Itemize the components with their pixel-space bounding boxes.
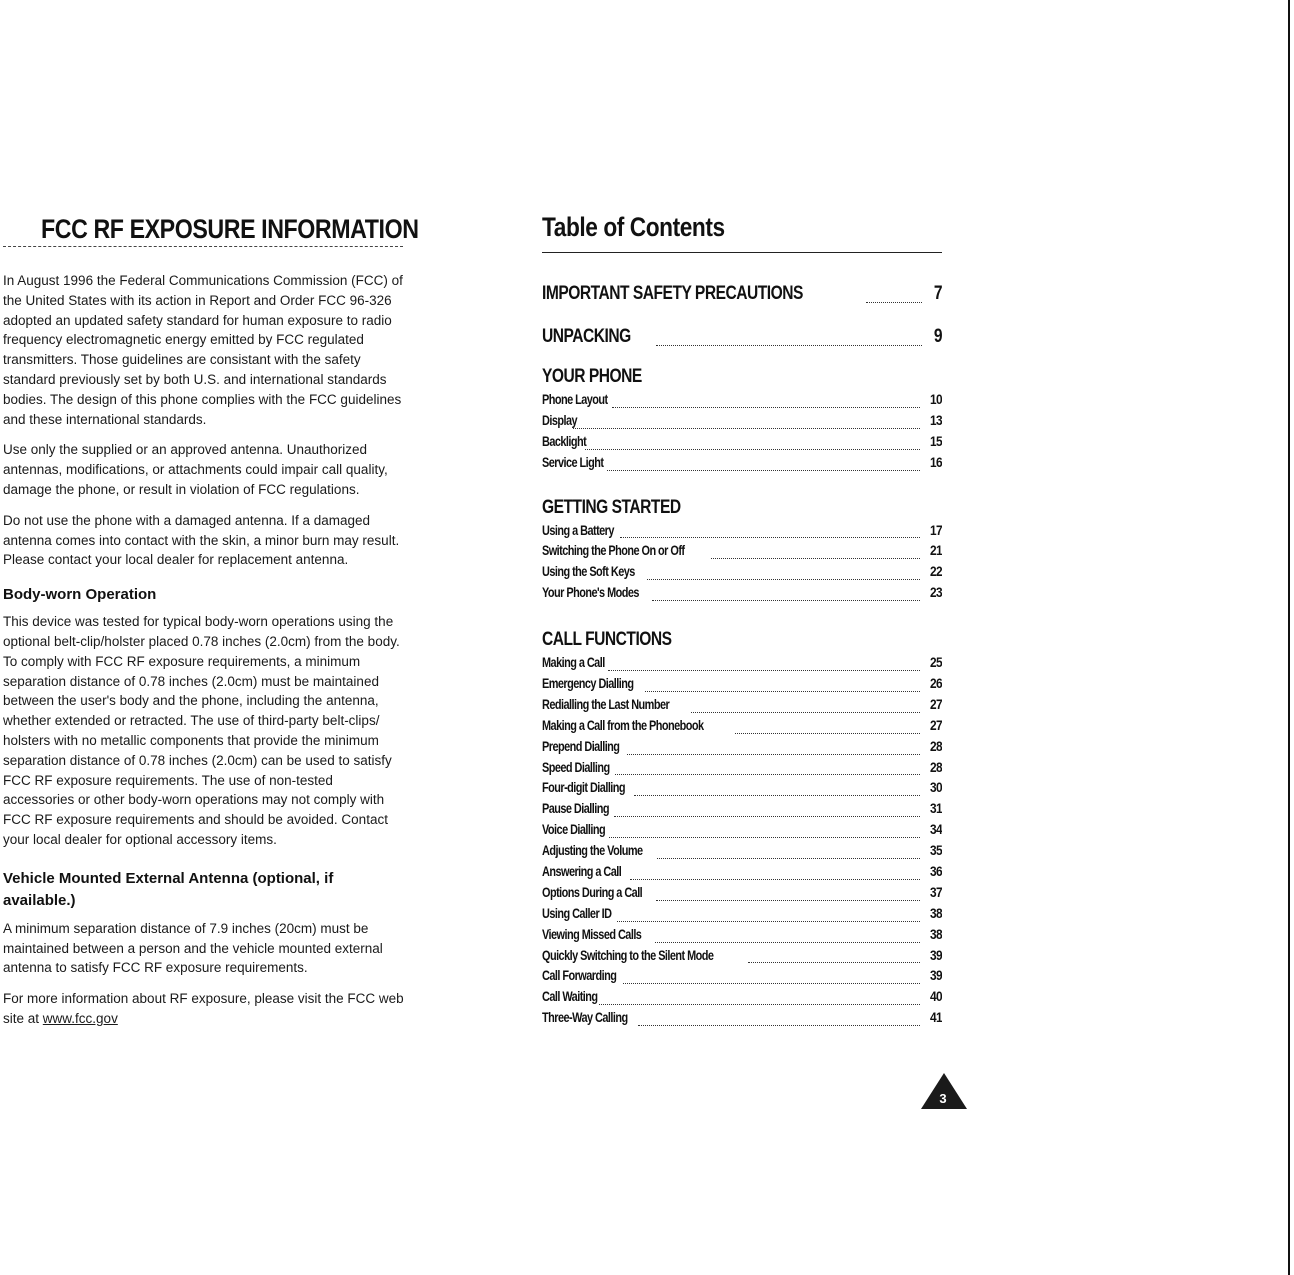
- toc-body: [542, 283, 942, 1030]
- fcc-paragraph-3: Do not use the phone with a damaged antenna. If a damaged antenna comes into contact with the skin, a minor burn may result. Please contact your local dealer for replacement antenna.: [3, 512, 400, 568]
- toc-entry-label: Call Forwarding: [542, 967, 617, 984]
- toc-section-entries: [542, 654, 942, 1030]
- toc-entry-label: Redialling the Last Number: [542, 695, 670, 712]
- toc-entry-page: 27: [929, 716, 942, 733]
- fcc-website-link[interactable]: www.fcc.gov: [42, 1010, 118, 1026]
- toc-entry-page: 21: [929, 542, 942, 559]
- toc-entry-label: Making a Call from the Phonebook: [542, 716, 704, 733]
- toc-entry-label: Call Waiting: [542, 988, 598, 1005]
- toc-entry-page: 23: [929, 584, 942, 601]
- toc-entry-label: Adjusting the Volume: [542, 842, 643, 859]
- toc-leader-dots: [652, 599, 920, 601]
- toc-entry[interactable]: [542, 947, 942, 968]
- toc-leader-dots: [617, 920, 920, 922]
- body-worn-heading: Body-worn Operation: [3, 586, 157, 604]
- toc-entry-page: 15: [929, 432, 942, 449]
- toc-entry[interactable]: [542, 821, 942, 842]
- toc-leader-dots: [614, 815, 920, 817]
- toc-entry-page: 38: [929, 925, 942, 942]
- toc-entry-page: 13: [929, 411, 942, 428]
- toc-leader-dots: [630, 878, 920, 880]
- toc-entry-page: 9: [933, 326, 942, 347]
- fcc-title-rule: [3, 246, 403, 247]
- toc-entry-label: Quickly Switching to the Silent Mode: [542, 946, 714, 963]
- toc-leader-dots: [748, 961, 920, 963]
- toc-entry-label: UNPACKING: [542, 326, 631, 347]
- toc-entry[interactable]: [542, 967, 942, 988]
- toc-title: Table of Contents: [542, 212, 725, 242]
- toc-entry-page: 38: [929, 904, 942, 921]
- toc-leader-dots: [573, 427, 920, 429]
- toc-entry[interactable]: [542, 412, 942, 433]
- toc-leader-dots: [655, 941, 920, 943]
- toc-entry-page: 39: [929, 946, 942, 963]
- vehicle-antenna-heading: Vehicle Mounted External Antenna (optional, if available.): [3, 869, 334, 909]
- toc-entry-label: Using a Battery: [542, 521, 614, 538]
- toc-section-entries: [542, 522, 942, 606]
- toc-leader-dots: [608, 669, 920, 671]
- toc-entry-page: 7: [933, 283, 942, 304]
- toc-entry-label: Backlight: [542, 432, 587, 449]
- toc-entry[interactable]: [542, 759, 942, 780]
- toc-leader-dots: [627, 753, 920, 755]
- more-info-text: For more information about RF exposure, please visit the FCC web site at: [3, 991, 404, 1026]
- toc-entry[interactable]: [542, 584, 942, 605]
- toc-entry[interactable]: [542, 926, 942, 947]
- fcc-section: [3, 214, 419, 1029]
- toc-entry-page: 28: [929, 737, 942, 754]
- toc-section-heading: YOUR PHONE: [542, 366, 642, 387]
- toc-leader-dots: [656, 344, 922, 346]
- toc-entry-page: 36: [929, 863, 942, 880]
- toc-leader-dots: [656, 899, 920, 901]
- toc-entry-page: 25: [929, 654, 942, 671]
- toc-leader-dots: [735, 732, 920, 734]
- page-edge-rule: [1288, 0, 1290, 1275]
- toc-entry[interactable]: [542, 905, 942, 926]
- body-worn-paragraph: This device was tested for typical body-worn operations using the optional belt-clip/holster placed 0.78 inches (2.0cm) from the body. To comply with FCC RF exposure requirements, a minimum separation distance of 0.78 inches (2.0cm) must be maintained between the user's body and the phone, including the antenna, whether extended or retracted. The use of third-party belt-clips/ holsters with no metallic components that provide the minimum separation distance of 0.78 inches (2.0cm) can be used to satisfy FCC RF exposure requirements. The use of non-tested accessories or other body-worn operations may not comply with FCC RF exposure requirements and should be avoided. Contact your local dealer for optional accessory items.: [3, 614, 400, 847]
- toc-entry-page: 27: [929, 695, 942, 712]
- toc-entry-page: 16: [929, 453, 942, 470]
- toc-entry-page: 22: [929, 563, 942, 580]
- toc-entry-page: 30: [929, 779, 942, 796]
- toc-entry-label: Emergency Dialling: [542, 675, 634, 692]
- toc-leader-dots: [615, 773, 920, 775]
- toc-entry-label: Viewing Missed Calls: [542, 925, 642, 942]
- toc-entry-label: Three-Way Calling: [542, 1009, 628, 1026]
- toc-entry[interactable]: [542, 542, 942, 563]
- toc-entry[interactable]: [542, 738, 942, 759]
- toc-entry-page: 35: [929, 842, 942, 859]
- toc-entry-label: Using the Soft Keys: [542, 563, 635, 580]
- toc-entry-label: Switching the Phone On or Off: [542, 542, 685, 559]
- toc-leader-dots: [638, 1024, 920, 1026]
- toc-entry[interactable]: [542, 563, 942, 584]
- toc-entry[interactable]: [542, 863, 942, 884]
- toc-entry-label: IMPORTANT SAFETY PRECAUTIONS: [542, 283, 803, 304]
- toc-entry[interactable]: [542, 696, 942, 717]
- toc-entry-label: Voice Dialling: [542, 821, 606, 838]
- toc-entry-label: Answering a Call: [542, 863, 622, 880]
- toc-major-entry[interactable]: [542, 283, 942, 307]
- toc-entry[interactable]: [542, 884, 942, 905]
- toc-entry-label: Options During a Call: [542, 883, 643, 900]
- toc-entry-page: 28: [929, 758, 942, 775]
- toc-major-entry[interactable]: [542, 326, 942, 350]
- toc-leader-dots: [620, 536, 920, 538]
- toc-entry[interactable]: [542, 433, 942, 454]
- toc-entry-label: Pause Dialling: [542, 800, 610, 817]
- toc-entry-page: 34: [929, 821, 942, 838]
- toc-leader-dots: [612, 406, 920, 408]
- toc-leader-dots: [645, 690, 920, 692]
- table-of-contents: [542, 212, 942, 1030]
- toc-entry-page: 40: [929, 988, 942, 1005]
- toc-entry-page: 10: [929, 391, 942, 407]
- toc-entry[interactable]: [542, 654, 942, 675]
- toc-entry-label: Making a Call: [542, 654, 605, 671]
- toc-entry[interactable]: [542, 675, 942, 696]
- toc-entry-page: 39: [929, 967, 942, 984]
- vehicle-antenna-paragraph: A minimum separation distance of 7.9 inches (20cm) must be maintained between a person and the vehicle mounted external antenna to satisfy FCC RF exposure requirements.: [3, 920, 383, 976]
- toc-entry[interactable]: [542, 800, 942, 821]
- fcc-title: FCC RF EXPOSURE INFORMATION: [41, 214, 419, 244]
- fcc-paragraph-2: Use only the supplied or an approved antenna. Unauthorized antennas, modifications, or attachments could impair call quality, damage the phone, or result in violation of FCC regulations.: [3, 442, 388, 497]
- toc-entry[interactable]: [542, 842, 942, 863]
- fcc-paragraph-1: In August 1996 the Federal Communications Commission (FCC) of the United States with its action in Report and Order FCC 96-326 adopted an updated safety standard for human exposure to radio frequency electromagnetic energy emitted by FCC regulated transmitters. Those guidelines are consistant with the safety standard previously set by both U.S. and international standards bodies. The design of this phone complies with the FCC guidelines and these international standards.: [3, 273, 403, 427]
- toc-entry-page: 17: [929, 521, 942, 538]
- toc-entry[interactable]: [542, 717, 942, 738]
- toc-leader-dots: [607, 469, 920, 471]
- toc-leader-dots: [866, 301, 922, 303]
- toc-entry-label: Phone Layout: [542, 391, 608, 407]
- toc-entry[interactable]: [542, 391, 942, 412]
- toc-entry-page: 26: [929, 675, 942, 692]
- toc-entry-label: Four-digit Dialling: [542, 779, 626, 796]
- toc-leader-dots: [634, 794, 920, 796]
- toc-entry-label: Service Light: [542, 453, 604, 470]
- toc-entry[interactable]: [542, 522, 942, 543]
- toc-entry-label: Prepend Dialling: [542, 737, 620, 754]
- toc-leader-dots: [711, 557, 920, 559]
- toc-leader-dots: [647, 578, 920, 580]
- toc-section-heading: GETTING STARTED: [542, 496, 681, 518]
- toc-entry[interactable]: [542, 779, 942, 800]
- toc-entry-label: Speed Dialling: [542, 758, 610, 775]
- toc-entry-label: Display: [542, 411, 578, 428]
- toc-leader-dots: [657, 857, 920, 859]
- toc-section-entries: [542, 391, 942, 475]
- more-info-paragraph: [3, 989, 406, 1029]
- toc-section-heading: CALL FUNCTIONS: [542, 629, 672, 651]
- toc-entry[interactable]: [542, 454, 942, 475]
- toc-leader-dots: [609, 836, 920, 838]
- toc-leader-dots: [691, 711, 920, 713]
- page-number: 3: [939, 1091, 947, 1106]
- toc-leader-dots: [585, 448, 920, 450]
- toc-entry-label: Using Caller ID: [542, 904, 612, 921]
- toc-entry-label: Your Phone's Modes: [542, 584, 639, 601]
- toc-entry-page: 31: [929, 800, 942, 817]
- toc-entry-page: 41: [929, 1009, 942, 1026]
- toc-title-rule: [542, 252, 942, 253]
- toc-entry-page: 37: [929, 883, 942, 900]
- page-number-badge: [919, 1071, 969, 1111]
- toc-entry[interactable]: [542, 1009, 942, 1030]
- toc-leader-dots: [623, 982, 920, 984]
- toc-leader-dots: [599, 1003, 920, 1005]
- toc-entry[interactable]: [542, 988, 942, 1009]
